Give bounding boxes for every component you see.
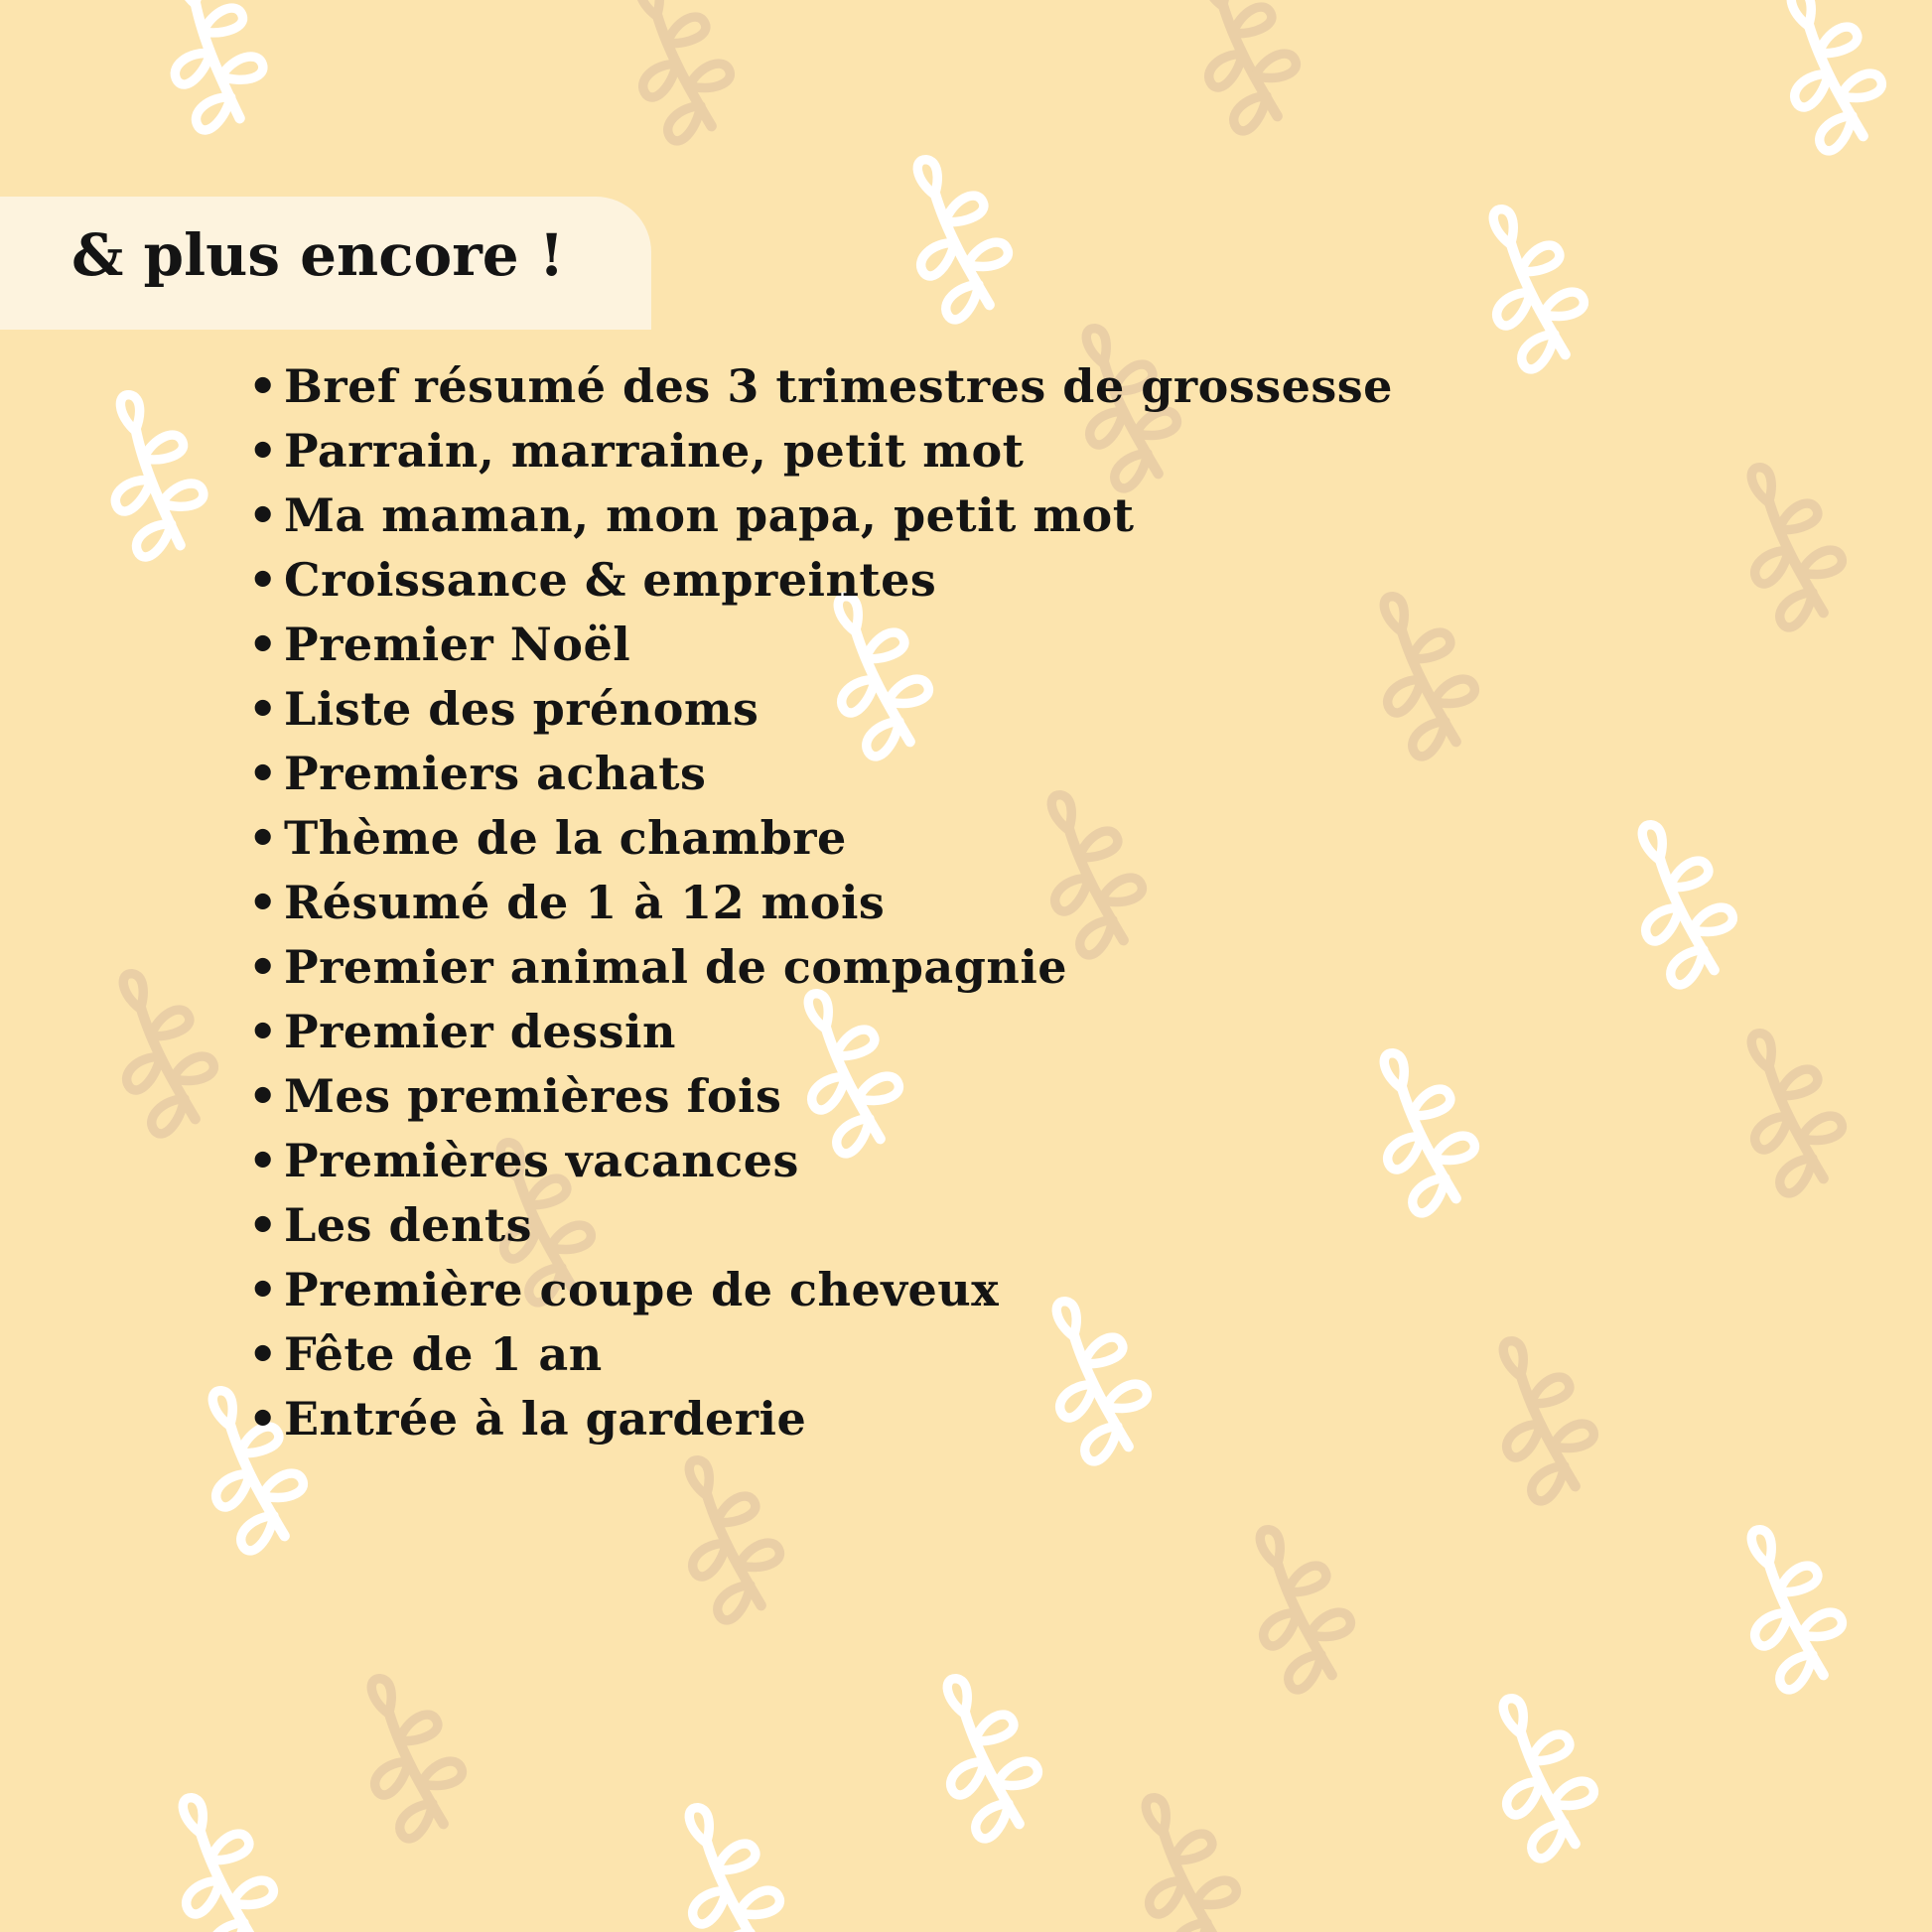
bullet: •: [248, 1004, 278, 1058]
list-item-text: Bref résumé des 3 trimestres de grossesse: [284, 358, 1393, 413]
leaf-sprig-icon: [1455, 194, 1600, 374]
leaf-sprig-icon: [602, 0, 747, 146]
list-item: [248, 1386, 1393, 1450]
leaf-sprig-icon: [1465, 1325, 1610, 1506]
list-item: [248, 870, 1393, 934]
list-item-text: Premiers achats: [284, 746, 707, 800]
list-item: [248, 483, 1393, 547]
leaf-sprig-icon: [82, 381, 217, 561]
list-item-text: Fête de 1 an: [284, 1326, 603, 1381]
bullet: •: [248, 423, 278, 478]
bullet: •: [248, 1197, 278, 1252]
leaf-sprig-icon: [651, 1445, 796, 1625]
bullet: •: [248, 358, 278, 413]
list-item: [248, 934, 1393, 999]
leaf-sprig-icon: [145, 1782, 290, 1932]
bullet: •: [248, 1391, 278, 1446]
leaf-sprig-icon: [880, 144, 1025, 325]
leaf-sprig-icon: [651, 1792, 796, 1932]
bullet: •: [248, 875, 278, 929]
list-item-text: Croissance & empreintes: [284, 552, 937, 607]
list-item: [248, 353, 1393, 418]
leaf-sprig-icon: [1604, 809, 1749, 990]
list-item: [248, 1321, 1393, 1386]
bullet: •: [248, 939, 278, 994]
list-item: [248, 741, 1393, 805]
list-item: [248, 676, 1393, 741]
list-item: [248, 1128, 1393, 1192]
list-item-text: Thème de la chambre: [284, 810, 847, 865]
leaf-sprig-icon: [142, 0, 277, 134]
leaf-sprig-icon: [334, 1663, 479, 1844]
leaf-sprig-icon: [85, 958, 230, 1139]
bullet: •: [248, 617, 278, 671]
leaf-sprig-icon: [1168, 0, 1312, 136]
bullet: •: [248, 1262, 278, 1316]
bullet: •: [248, 746, 278, 800]
list-item-text: Liste des prénoms: [284, 681, 759, 736]
list-item-text: Mes premières fois: [284, 1068, 782, 1123]
bullet: •: [248, 1068, 278, 1123]
list-item-text: Entrée à la garderie: [284, 1391, 807, 1446]
bullet: •: [248, 1326, 278, 1381]
list-item-text: Premières vacances: [284, 1133, 799, 1187]
leaf-sprig-icon: [1714, 1514, 1859, 1695]
leaf-sprig-icon: [909, 1663, 1054, 1844]
list-item: [248, 805, 1393, 870]
list-item: [248, 547, 1393, 612]
list-item: [248, 1063, 1393, 1128]
list-item-text: Les dents: [284, 1197, 533, 1252]
bullet: •: [248, 810, 278, 865]
list-item-text: Première coupe de cheveux: [284, 1262, 1000, 1316]
bullet: •: [248, 681, 278, 736]
bullet: •: [248, 1133, 278, 1187]
leaf-sprig-icon: [1714, 1018, 1859, 1198]
list-item-text: Parrain, marraine, petit mot: [284, 423, 1025, 478]
leaf-sprig-icon: [1465, 1683, 1610, 1863]
list-item: [248, 999, 1393, 1063]
leaf-sprig-icon: [1753, 0, 1898, 156]
list-item: [248, 1257, 1393, 1321]
list-item-text: Ma maman, mon papa, petit mot: [284, 487, 1135, 542]
list-item: [248, 418, 1393, 483]
leaf-sprig-icon: [1108, 1782, 1253, 1932]
bullet: •: [248, 552, 278, 607]
list-item-text: Premier dessin: [284, 1004, 676, 1058]
list-item-text: Premier Noël: [284, 617, 631, 671]
list-item-text: Premier animal de compagnie: [284, 939, 1068, 994]
leaf-sprig-icon: [1714, 452, 1859, 632]
feature-list: [248, 353, 1393, 1450]
bullet: •: [248, 487, 278, 542]
page-title: & plus encore !: [71, 221, 565, 289]
list-item: [248, 612, 1393, 676]
list-item-text: Résumé de 1 à 12 mois: [284, 875, 886, 929]
list-item: [248, 1192, 1393, 1257]
leaf-sprig-icon: [1222, 1514, 1367, 1695]
